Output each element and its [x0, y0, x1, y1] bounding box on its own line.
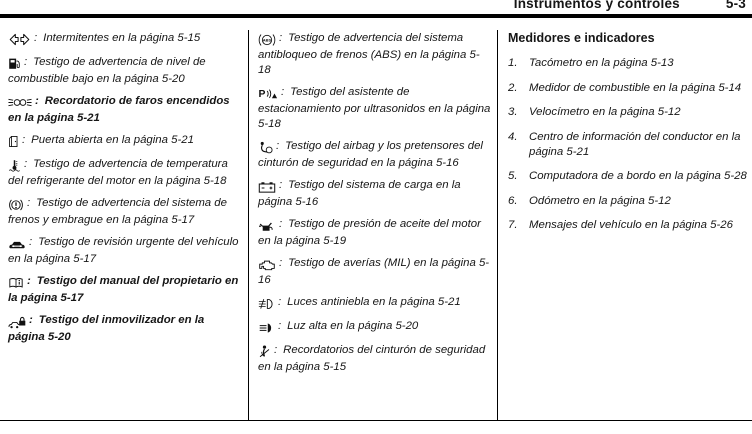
- list-number: 1.: [508, 57, 518, 69]
- park-assist-icon: [258, 87, 278, 102]
- indicator-text: Testigo del inmovilizador en la página 5-20: [8, 314, 205, 343]
- indicator-text: Testigo del asistente de estacionamiento por ultrasonidos en la página 5-18: [258, 86, 491, 130]
- door-ajar-icon: [8, 135, 19, 150]
- list-number: 7.: [508, 219, 518, 231]
- colon: :: [27, 197, 31, 209]
- list-item: [508, 194, 748, 209]
- coolant-temperature-icon: [8, 159, 21, 174]
- indicator-entry: [258, 319, 492, 336]
- list-text: Centro de información del conductor en la página 5-21: [529, 130, 741, 158]
- indicator-entry: [8, 55, 244, 87]
- indicator-entry: [258, 139, 492, 171]
- indicator-text: Testigo del sistema de carga en la página 5-16: [258, 179, 461, 208]
- colon: :: [279, 257, 283, 269]
- column-3: [508, 31, 748, 243]
- colon: :: [24, 56, 28, 68]
- owner-manual-icon: [8, 276, 24, 291]
- indicator-entry: [8, 274, 244, 306]
- indicator-entry: [8, 196, 244, 228]
- list-number: 6.: [508, 194, 518, 207]
- indicator-text: Luces antiniebla en la página 5-21: [287, 296, 461, 308]
- list-item: [508, 105, 748, 120]
- indicator-entry: [258, 343, 492, 375]
- airbag-warning-icon: [258, 141, 273, 156]
- colon: :: [274, 344, 278, 356]
- list-text: Tacómetro en la página 5-13: [529, 57, 674, 69]
- indicator-text: Recordatorios del cinturón de seguridad en la página 5-15: [258, 344, 486, 373]
- indicator-entry: [258, 85, 492, 132]
- indicator-entry: [8, 157, 244, 189]
- indicator-text: Testigo de advertencia de nivel de combustible bajo en la página 5-20: [8, 56, 206, 85]
- indicator-text: Testigo de presión de aceite del motor en la página 5-19: [258, 218, 481, 247]
- list-number: 4.: [508, 130, 518, 143]
- list-item: [508, 218, 748, 233]
- colon: :: [29, 314, 33, 326]
- list-text: Velocímetro en la página 5-12: [529, 106, 681, 118]
- list-item: [508, 130, 748, 160]
- seatbelt-reminder-icon: [258, 345, 271, 360]
- column-divider: [248, 30, 249, 420]
- svg-text:ABS: ABS: [262, 37, 272, 43]
- svg-text:P: P: [258, 89, 266, 101]
- indicator-entry: [8, 31, 244, 48]
- colon: :: [22, 134, 26, 146]
- immobilizer-icon: [8, 315, 26, 330]
- list-text: Odómetro en la página 5-12: [529, 194, 671, 207]
- colon: :: [35, 95, 39, 107]
- indicator-text: Testigo de averías (MIL) en la página 5-16: [258, 257, 490, 286]
- indicator-text: Luz alta en la página 5-20: [287, 320, 419, 332]
- oil-pressure-icon: [258, 219, 276, 234]
- low-fuel-icon: [8, 57, 21, 72]
- list-item: [508, 169, 748, 184]
- lights-on-reminder-icon: [8, 96, 32, 111]
- list-text: Mensajes del vehículo en la página 5-26: [529, 219, 733, 231]
- indicator-text: Testigo de advertencia del sistema antibloqueo de frenos (ABS) en la página 5-18: [258, 32, 480, 76]
- footer-rule: [0, 420, 752, 421]
- indicator-entry: [8, 94, 244, 126]
- header-rule: [0, 14, 752, 18]
- list-item: [508, 56, 748, 71]
- colon: :: [278, 296, 282, 308]
- list-text: Computadora de a bordo en la página 5-28: [529, 170, 747, 182]
- turn-signals-icon: [8, 33, 31, 48]
- indicator-entry: [8, 235, 244, 267]
- indicator-entry: [258, 295, 492, 312]
- abs-warning-icon: [258, 33, 276, 48]
- indicator-text: Recordatorio de faros encendidos en la página 5-21: [8, 95, 230, 124]
- column-divider: [497, 30, 498, 420]
- indicator-text: Testigo de revisión urgente del vehículo en la página 5-17: [8, 236, 239, 265]
- fog-lights-icon: [258, 297, 275, 312]
- vehicle-service-icon: [8, 237, 26, 252]
- colon: :: [279, 179, 283, 191]
- colon: :: [276, 140, 280, 152]
- indicator-text: Testigo de advertencia de temperatura del refrigerante del motor en la página 5-18: [8, 158, 228, 187]
- indicator-entry: [258, 178, 492, 210]
- page-header: [514, 0, 746, 11]
- indicator-text: Intermitentes en la página 5-15: [43, 32, 201, 44]
- indicator-text: Puerta abierta en la página 5-21: [31, 134, 194, 146]
- indicator-entry: [258, 31, 492, 78]
- header-page-number: 5-3: [725, 0, 746, 11]
- brake-warning-icon: [8, 198, 24, 213]
- header-title: Instrumentos y controles: [513, 0, 680, 11]
- colon: :: [281, 86, 285, 98]
- list-text: Medidor de combustible en la página 5-14: [529, 81, 742, 94]
- engine-mil-icon: [258, 258, 276, 273]
- list-number: 5.: [508, 170, 518, 182]
- list-item: [508, 81, 748, 96]
- list-number: 3.: [508, 106, 518, 118]
- column-2: [258, 31, 492, 382]
- colon: :: [279, 32, 283, 44]
- colon: :: [24, 158, 28, 170]
- indicator-entry: [8, 133, 244, 150]
- indicator-entry: [258, 256, 492, 288]
- indicator-text: Testigo del manual del propietario en la página 5-17: [8, 275, 239, 304]
- indicator-entry: [258, 217, 492, 249]
- colon: :: [279, 218, 283, 230]
- indicator-text: Testigo de advertencia del sistema de frenos y embrague en la página 5-17: [8, 197, 227, 226]
- colon: :: [34, 32, 38, 44]
- section-heading: Medidores e indicadores: [508, 31, 655, 45]
- colon: :: [278, 320, 282, 332]
- colon: :: [27, 275, 31, 287]
- column-1: [8, 31, 244, 352]
- colon: :: [29, 236, 33, 248]
- indicator-entry: [8, 313, 244, 345]
- battery-charging-icon: [258, 180, 276, 195]
- high-beam-icon: [258, 321, 275, 336]
- list-number: 2.: [508, 81, 518, 94]
- indicator-text: Testigo del airbag y los pretensores del cinturón de seguridad en la página 5-16: [258, 140, 483, 169]
